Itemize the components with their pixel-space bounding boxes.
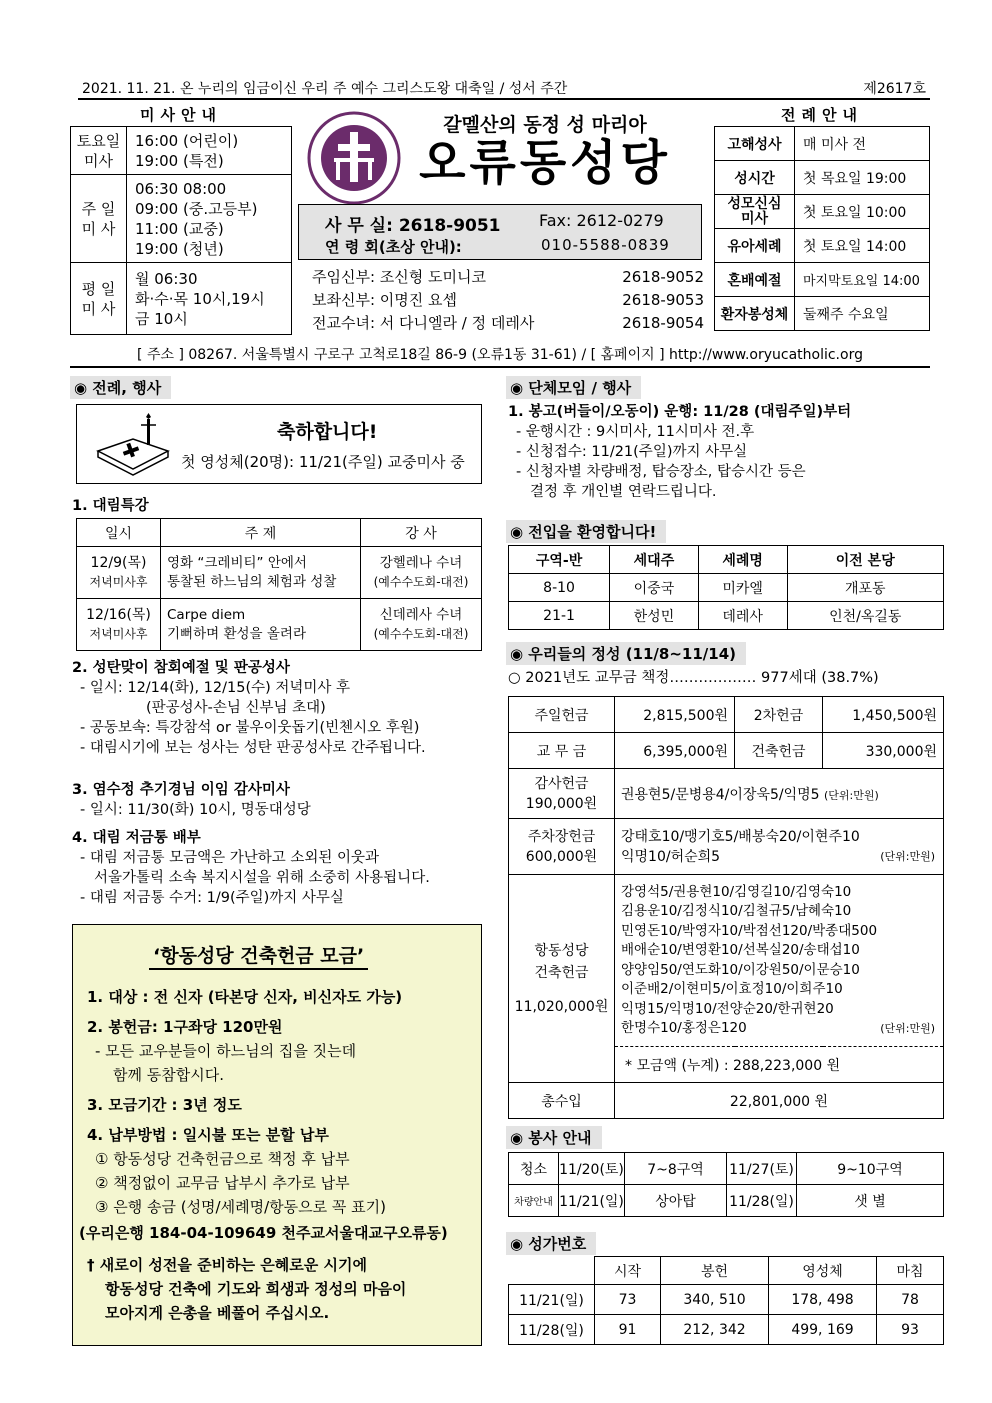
church-subtitle: 갈멜산의 동정 성 마리아 bbox=[443, 114, 647, 136]
section-groups: ◉ 단체모임 / 행사 bbox=[506, 376, 641, 399]
item4-section: 4. 대림 저금통 배부 - 대림 저금통 모금액은 가난하고 소외된 이웃과 서울가톨릭 소속 복지시설을 위해 소중히 사용됩니다. - 대림 저금통 수거: 1/9(주일)까지 사무실 bbox=[72, 830, 430, 906]
issue-number: 제2617호 bbox=[863, 81, 926, 97]
table-row: 21-1 한성민 데레사 인천/옥길동 bbox=[509, 602, 944, 630]
section-hymns: ◉ 성가번호 bbox=[506, 1232, 596, 1255]
welcome-table: 구역-반 세대주 세례명 이전 본당 8-10 이중국 미카엘 개포동 21-1 한성민 데레사 인천/옥길동 bbox=[508, 545, 944, 630]
table-row: 청소 11/20(토) 7~8구역 11/27(토) 9~10구역 bbox=[509, 1153, 944, 1185]
item2-section: 2. 성탄맞이 참회예절 및 판공성사 - 일시: 12/14(화), 12/15(수) 저녁미사 후 (판공성사-손님 신부님 초대) - 공동보속: 특강참석 or 불우이웃돕기(빈첸시오 후원) - 대림시기에 보는 성사는 성탄 판공성사로 간주됩니다. bbox=[72, 660, 426, 756]
staff-row: 전교수녀: 서 다니엘라 / 정 데레사 2618-9054 bbox=[312, 314, 704, 332]
liturgy-table: 고해성사 매 미사 전 성시간 첫 목요일 19:00 성모신심 미사 첫 토요일 10:00 유아세례 첫 토요일 14:00 혼배예절 마지막토요일 14:00 환자봉성체 둘째주 수요일 bbox=[714, 126, 930, 331]
office-contact-box: 사 무 실: 2618-9051 Fax: 2612-0279 연 령 회(초상 안내): 010-5588-0839 bbox=[298, 204, 702, 260]
table-row: 8-10 이중국 미카엘 개포동 bbox=[509, 574, 944, 602]
date-line: 2021. 11. 21. 온 누리의 임금이신 우리 주 예수 그리스도왕 대축일 / 성서 주간 bbox=[82, 81, 568, 97]
item3-section: 3. 염수정 추기경님 이임 감사미사 - 일시: 11/30(화) 10시, 명동대성당 bbox=[72, 782, 311, 818]
congrats-text: 첫 영성체(20명): 11/21(주일) 교중미사 중 bbox=[181, 453, 465, 471]
section-offerings: ◉ 우리들의 정성 (11/8~11/14) bbox=[506, 642, 746, 665]
offering-table: 주일헌금 2,815,500원 2차헌금 1,450,500원 교 무 금 6,395,000원 건축헌금 330,000원 감사헌금 190,000원 권용현5/문병용4/이장욱5/익명5 (단위:만원) 주차장헌금 600,000원 강태호10/맹기호5/배봉숙20/이현주10 익명10/허순희5 (단위:만원) 항동성당 건축헌금 11,020,000원 강영석5/권용현10/김영길10/김영숙10 김용운10/김정식10/김철규5/남혜숙10 민영돈10/박영자10/박점선120/박종대500 배애순10/변영환10/선복실20/송태섭10 양양임50/연도화10/이강원50/이문승10 이준배2/이현미5/이효정10/이희주10 익명15/익명10/전양순20/한귀현20 한명수10/홍정은120 (단위:만원) * 모금액 (누계) : 288,223,000 원 총수입 22,801,000 원 bbox=[508, 696, 944, 1119]
mass-day: 주 일 미 사 bbox=[71, 175, 127, 263]
section-service: ◉ 봉사 안내 bbox=[506, 1126, 602, 1149]
issue-header bbox=[78, 78, 930, 100]
advent-title: 1. 대림특강 bbox=[72, 498, 149, 514]
table-row: 11/21(일) 73 340, 510 178, 498 78 bbox=[509, 1285, 944, 1315]
building-fund-box bbox=[72, 924, 482, 1346]
table-row: 12/9(목) 저녁미사후 bbox=[77, 547, 161, 599]
bible-candle-icon bbox=[93, 411, 173, 477]
fund-title: ‘항동성당 건축헌금 모금’ bbox=[149, 941, 368, 970]
hymn-table: 시작 봉헌 영성체 마침 11/21(일) 73 340, 510 178, 498 78 11/28(일) 91 212, 342 499, 169 93 bbox=[508, 1256, 944, 1345]
congrats-box bbox=[76, 404, 482, 484]
table-row: 11/28(일) 91 212, 342 499, 169 93 bbox=[509, 1315, 944, 1345]
staff-row: 보좌신부: 이명진 요셉 2618-9053 bbox=[312, 291, 704, 309]
liturgy-title: 전례안내 bbox=[781, 106, 863, 124]
mass-day: 토요일 미사 bbox=[71, 127, 127, 175]
section-liturgy-events: ◉ 전례, 행사 bbox=[70, 376, 171, 399]
mass-guide-table: 토요일 미사 16:00 (어린이) 19:00 (특전) 주 일 미 사 06:30 08:00 09:00 (중.고등부) 11:00 (교중) 19:00 (청년) 평 일 미 사 월 06:30 화·수·목 10시,19시 금 10시 bbox=[70, 126, 292, 335]
group-details: 1. 봉고(버들이/오동이) 운행: 11/28 (대림주일)부터 - 운행시간 : 9시미사, 11시미사 전.후 - 신청접수: 11/21(주일)까지 사무실 - 신청자별 차량배정, 탑승장소, 탑승시간 등은 결정 후 개인별 연락드립니다. bbox=[508, 404, 852, 500]
fund-details: 1. 대상 : 전 신자 (타본당 신자, 비신자도 가능) 2. 봉헌금: 1구좌당 120만원 - 모든 교우분들이 하느님의 집을 짓는데 함께 동참합시다. 3. 모금기간 : 3년 정도 4. 납부방법 : 일시불 또는 분할 납부 ① 항동성당 건축헌금으로 책정 후 납부 ② 책정없이 교무금 납부시 추가로 납부 ③ 은행 송금 (성명/세례명/항동으로 꼭 표기) (우리은행 184-04-109649 천주교서울대교구오류동) † 새로이 성전을 준비하는 은혜로운 시기에 항동성당 건축에 기도와 희생과 정성의 마음이 모아지게 은총을 베풀어 주십시오. bbox=[79, 988, 448, 1322]
staff-row: 주임신부: 조신형 도미니코 2618-9052 bbox=[312, 268, 704, 286]
offering-subtitle: ○ 2021년도 교무금 책정……………… 977세대 (38.7%) bbox=[508, 670, 879, 686]
mass-day: 평 일 미 사 bbox=[71, 263, 127, 335]
advent-table: 일시 주 제 강 사 12/9(목) 저녁미사후 영화 “크레비티” 안에서 통찰된 하느님의 체험과 성찰 강헬레나 수녀 (예수수도회-대전) 12/16(목) 저녁미사후 Carpe diem 기뻐하며 환성을 올려라 신데레사 수녀 (예수수도회-대전) bbox=[76, 518, 482, 651]
table-row: 12/16(목) 저녁미사후 bbox=[77, 599, 161, 651]
church-logo bbox=[306, 110, 402, 206]
table-row: 차량안내 11/21(일) 상아탑 11/28(일) 샛 별 bbox=[509, 1185, 944, 1217]
address-line: [ 주소 ] 08267. 서울특별시 구로구 고척로18길 86-9 (오류1동 31-61) / [ 홈페이지 ] http://www.oryucatholic.org bbox=[70, 340, 930, 368]
congrats-title: 축하합니다! bbox=[277, 421, 378, 443]
service-table bbox=[508, 1152, 944, 1217]
staff-list bbox=[312, 266, 704, 335]
section-welcome: ◉ 전입을 환영합니다! bbox=[506, 520, 666, 543]
church-name: 오류동성당 bbox=[419, 135, 671, 191]
mass-guide-title: 미사안내 bbox=[140, 106, 222, 124]
